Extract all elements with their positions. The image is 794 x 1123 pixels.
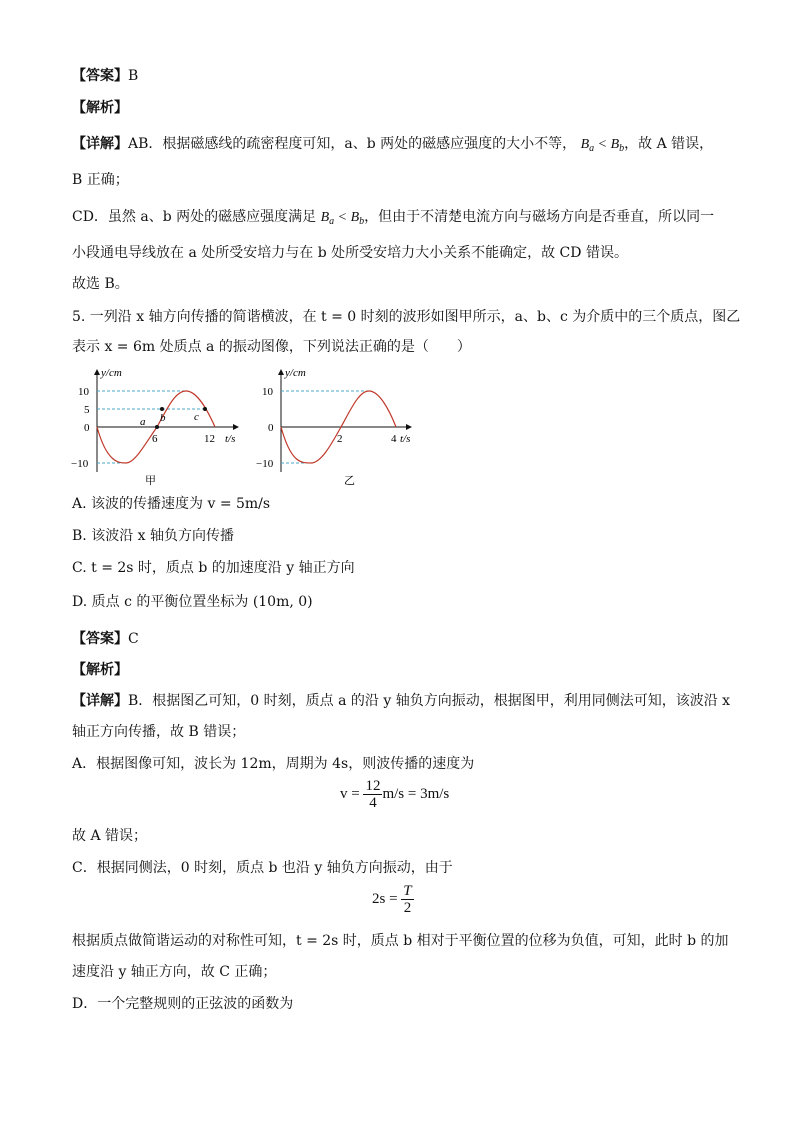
detail-cd-line-1 (72, 207, 714, 232)
detail-cd-line-2: 小段通电导线放在 a 处所受安培力与在 b 处所受安培力大小关系不能确定，故 CD 错误。 (72, 245, 628, 261)
point-b (160, 407, 164, 411)
detail2-d-line-1: D．一个完整规则的正弦波的函数为 (72, 996, 294, 1012)
point-label-c: c (194, 411, 199, 423)
analysis-label-2-text: 【解析】 (72, 662, 128, 678)
question-stem-1: 5. 一列沿 x 轴方向传播的简谐横波，在 t = 0 时刻的波形如图甲所示，a、b、c 为介质中的三个质点，图乙 (72, 309, 741, 325)
formula-period-lhs: 2s = (372, 890, 398, 907)
xlabel: t/s (225, 433, 236, 445)
detail2-c-line-3: 速度沿 y 轴正方向，故 C 正确； (72, 964, 277, 980)
formula-ba-lt-bb-2: $B_a < B_b$ (320, 210, 365, 227)
question-stem-2: 表示 x = 6m 处质点 a 的振动图像，下列说法正确的是（ ） (72, 339, 471, 355)
option-c: C. t = 2s 时，质点 b 的加速度沿 y 轴正方向 (72, 560, 355, 576)
formula-velocity (340, 778, 449, 811)
fraction-denominator: 4 (369, 795, 377, 811)
option-d: D. 质点 c 的平衡位置坐标为 (10m, 0) (72, 594, 313, 610)
detail-label: 【详解】 (72, 136, 128, 152)
answer-label: 【答案】 (72, 68, 128, 84)
detail2-b-text: B．根据图乙可知，0 时刻，质点 a 的沿 y 轴负方向振动，根据图甲，利用同侧法可知，该波沿 x (128, 693, 731, 709)
formula-period (372, 883, 414, 916)
xlabel: t/s (400, 433, 411, 445)
formula-period-fraction (401, 883, 413, 916)
detail-text: AB．根据磁感线的疏密程度可知，a、b 两处的磁感应强度的大小不等， (128, 136, 577, 152)
point-label-a: a (140, 416, 146, 428)
cd-text-a: CD．虽然 a、b 两处的磁感应强度满足 (72, 209, 317, 225)
xtick-4: 4 (391, 433, 397, 445)
answer-label-2: 【答案】 (72, 631, 128, 647)
point-c (203, 407, 207, 411)
detail-line-1 (72, 134, 713, 159)
graph-yi (256, 364, 416, 489)
ytick-neg10: −10 (71, 458, 89, 470)
option-a: A. 该波的传播速度为 v = 5m/s (72, 496, 271, 512)
answer-line-2 (72, 629, 139, 649)
xtick-12: 12 (204, 433, 215, 445)
ytick-10: 10 (78, 386, 89, 398)
fraction-numerator: T (403, 883, 412, 899)
ylabel: y/cm (101, 367, 122, 379)
formula-velocity-lhs: v = (340, 785, 360, 802)
xtick-6: 6 (152, 433, 158, 445)
detail2-b-line-1 (72, 691, 730, 711)
analysis-label (72, 98, 128, 118)
ytick-10: 10 (262, 386, 273, 398)
formula-ba-lt-bb: $B_a < B_b$ (580, 137, 625, 154)
detail2-a-line-2: 故 A 错误； (72, 828, 148, 844)
answer-value-2: C (128, 631, 139, 647)
detail2-c-line-2: 根据质点做简谐运动的对称性可知，t = 2s 时，质点 b 相对于平衡位置的位移为负值，可知，此时 b 的加 (72, 933, 729, 949)
fraction-numerator: 12 (365, 778, 381, 794)
answer-line (72, 66, 138, 86)
detail2-b-line-2: 轴正方向传播，故 B 错误； (72, 724, 246, 740)
answer-value: B (128, 68, 139, 84)
detail2-c-line-1: C．根据同侧法，0 时刻，质点 b 也沿 y 轴负方向振动，由于 (72, 860, 453, 876)
conclusion: 故选 B。 (72, 276, 129, 292)
ytick-0: 0 (268, 422, 274, 434)
detail-line-2: B 正确； (72, 172, 129, 188)
detail2-a-line-1: A．根据图像可知，波长为 12m，周期为 4s，则波传播的速度为 (72, 756, 475, 772)
ylabel: y/cm (285, 367, 306, 379)
ytick-0: 0 (84, 422, 90, 434)
cd-text-b: ，但由于不清楚电流方向与磁场方向是否垂直，所以同一 (364, 209, 715, 225)
xtick-2: 2 (337, 433, 343, 445)
formula-velocity-fraction (363, 778, 382, 811)
formula-velocity-rhs: m/s = 3m/s (382, 785, 450, 802)
ytick-5: 5 (84, 404, 90, 416)
option-b: B. 该波沿 x 轴负方向传播 (72, 528, 234, 544)
fraction-denominator: 2 (403, 900, 412, 916)
caption-yi: 乙 (344, 475, 355, 487)
ytick-neg10: −10 (256, 458, 274, 470)
point-a (155, 425, 159, 429)
graph-jia (70, 364, 250, 489)
analysis-label-2 (72, 660, 128, 680)
detail-text-tail: ，故 A 错误， (624, 136, 714, 152)
point-label-b: b (160, 412, 166, 424)
analysis-label-text: 【解析】 (72, 100, 128, 116)
caption-jia: 甲 (145, 475, 156, 487)
detail-label-2: 【详解】 (72, 693, 128, 709)
